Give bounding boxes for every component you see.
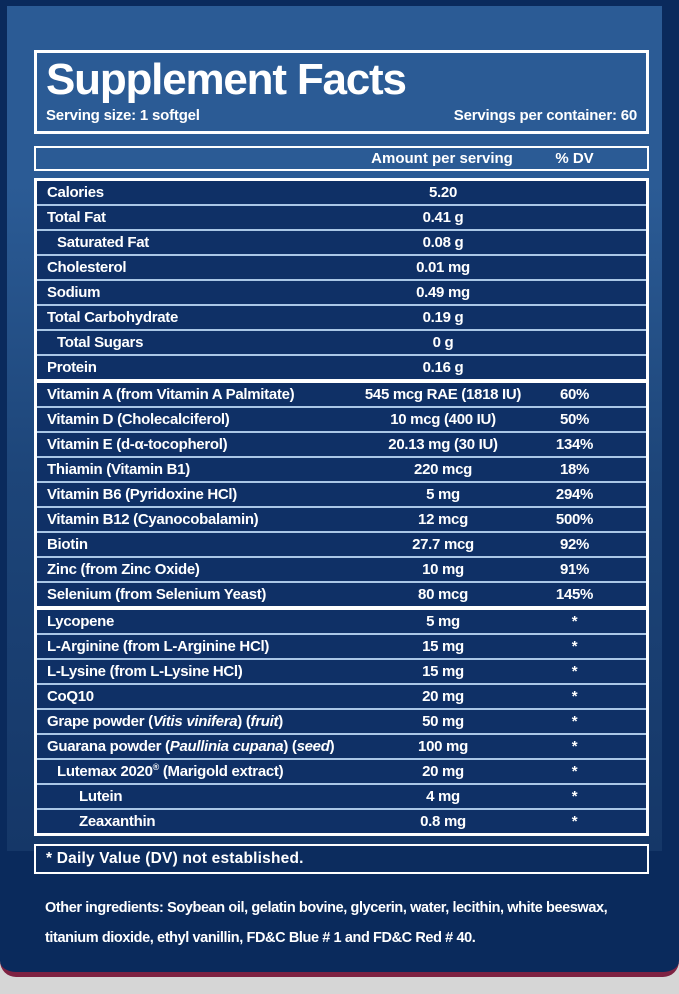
row-amount: 27.7 mcg xyxy=(412,536,474,553)
row-dv: * xyxy=(571,613,578,630)
row-dv: * xyxy=(571,813,578,830)
daily-value-footnote xyxy=(34,844,649,874)
table-row xyxy=(37,685,646,708)
row-name: L-Lysine (from L-Lysine HCl) xyxy=(47,663,243,680)
table-row xyxy=(37,408,646,431)
supplement-facts-header xyxy=(34,50,649,134)
other-ingredients-text: Other ingredients: Soybean oil, gelatin bovine, glycerin, water, lecithin, white beeswax, titanium dioxide, ethyl vanillin, FD&C Blue # 1 and FD&C Red # 40. xyxy=(45,900,608,946)
row-dv: * xyxy=(571,688,578,705)
row-amount: 0.49 mg xyxy=(416,284,470,301)
table-row xyxy=(37,458,646,481)
row-name: Vitamin B6 (Pyridoxine HCl) xyxy=(47,486,237,503)
row-dv: 92% xyxy=(559,536,590,553)
row-amount: 20 mg xyxy=(422,688,464,705)
row-amount: 0.8 mg xyxy=(420,813,466,830)
row-name: Grape powder (Vitis vinifera) (fruit) xyxy=(47,713,283,730)
table-row xyxy=(37,508,646,531)
row-name: Vitamin A (from Vitamin A Palmitate) xyxy=(47,386,295,403)
row-dv: * xyxy=(571,738,578,755)
row-name: CoQ10 xyxy=(47,688,94,705)
serving-size-text: Serving size: 1 softgel xyxy=(46,107,200,124)
table-row xyxy=(37,483,646,506)
row-dv: 145% xyxy=(555,586,594,603)
row-dv: 294% xyxy=(555,486,594,503)
serving-info-row xyxy=(46,106,637,126)
footnote-text: * Daily Value (DV) not established. xyxy=(46,850,304,867)
row-amount: 10 mg xyxy=(422,561,464,578)
row-amount: 0 g xyxy=(432,334,454,351)
table-row xyxy=(37,533,646,556)
table-row xyxy=(37,583,646,606)
row-dv: 500% xyxy=(555,511,594,528)
row-amount: 15 mg xyxy=(422,638,464,655)
table-row xyxy=(37,383,646,406)
row-name: Sodium xyxy=(47,284,101,301)
row-amount: 5.20 xyxy=(429,184,457,201)
row-amount: 0.08 g xyxy=(422,234,464,251)
table-row xyxy=(37,281,646,304)
row-amount: 220 mcg xyxy=(414,461,472,478)
row-amount: 5 mg xyxy=(426,486,460,503)
row-name: Vitamin D (Cholecalciferol) xyxy=(47,411,230,428)
row-dv: 50% xyxy=(559,411,590,428)
row-name: Biotin xyxy=(47,536,88,553)
row-name: L-Arginine (from L-Arginine HCl) xyxy=(47,638,270,655)
table-row xyxy=(37,710,646,733)
table-section xyxy=(37,610,646,833)
table-section xyxy=(37,383,646,606)
table-row xyxy=(37,558,646,581)
row-dv: 91% xyxy=(559,561,590,578)
row-name: Vitamin B12 (Cyanocobalamin) xyxy=(47,511,259,528)
column-header-amount: Amount per serving xyxy=(371,150,513,167)
table-row xyxy=(37,206,646,229)
table-row xyxy=(37,331,646,354)
table-row xyxy=(37,433,646,456)
servings-per-container-text: Servings per container: 60 xyxy=(453,107,637,124)
row-amount: 545 mcg RAE (1818 IU) xyxy=(364,386,522,403)
row-dv: * xyxy=(571,663,578,680)
table-row xyxy=(37,660,646,683)
row-amount: 4 mg xyxy=(426,788,460,805)
row-dv: 134% xyxy=(555,436,594,453)
table-row xyxy=(37,181,646,204)
table-row xyxy=(37,635,646,658)
row-name: Saturated Fat xyxy=(57,234,149,251)
table-row xyxy=(37,256,646,279)
row-amount: 100 mg xyxy=(418,738,468,755)
table-row xyxy=(37,735,646,758)
table-row xyxy=(37,610,646,633)
row-name: Lycopene xyxy=(47,613,115,630)
row-name: Selenium (from Selenium Yeast) xyxy=(47,586,267,603)
row-name: Total Carbohydrate xyxy=(47,309,179,326)
table-row xyxy=(37,306,646,329)
row-dv: * xyxy=(571,713,578,730)
row-name: Guarana powder (Paullinia cupana) (seed) xyxy=(47,738,335,755)
row-name: Thiamin (Vitamin B1) xyxy=(47,461,190,478)
row-name: Total Sugars xyxy=(57,334,144,351)
row-name: Lutemax 2020® (Marigold extract) xyxy=(57,762,284,780)
row-amount: 50 mg xyxy=(422,713,464,730)
row-amount: 0.16 g xyxy=(422,359,464,376)
row-name: Calories xyxy=(47,184,104,201)
table-row xyxy=(37,231,646,254)
row-name: Total Fat xyxy=(47,209,106,226)
row-amount: 15 mg xyxy=(422,663,464,680)
table-row xyxy=(37,760,646,783)
row-name: Zeaxanthin xyxy=(79,813,156,830)
row-dv: * xyxy=(571,788,578,805)
row-amount: 20 mg xyxy=(422,763,464,780)
row-dv: * xyxy=(571,763,578,780)
table-row xyxy=(37,356,646,379)
table-row xyxy=(37,785,646,808)
page-title: Supplement Facts xyxy=(46,55,406,104)
row-amount: 20.13 mg (30 IU) xyxy=(388,436,498,453)
row-dv: * xyxy=(571,638,578,655)
row-name: Zinc (from Zinc Oxide) xyxy=(47,561,200,578)
row-amount: 10 mcg (400 IU) xyxy=(390,411,496,428)
column-header-row xyxy=(34,146,649,171)
row-amount: 5 mg xyxy=(426,613,460,630)
row-dv: 18% xyxy=(559,461,590,478)
column-header-dv: % DV xyxy=(555,150,594,167)
row-dv: 60% xyxy=(559,386,590,403)
row-amount: 80 mcg xyxy=(418,586,468,603)
table-section xyxy=(37,181,646,379)
table-row xyxy=(37,810,646,833)
row-name: Cholesterol xyxy=(47,259,127,276)
facts-table xyxy=(34,178,649,836)
row-name: Protein xyxy=(47,359,97,376)
row-amount: 0.41 g xyxy=(422,209,464,226)
row-name: Vitamin E (d-α-tocopherol) xyxy=(47,436,228,453)
row-amount: 0.01 mg xyxy=(416,259,470,276)
row-amount: 12 mcg xyxy=(418,511,468,528)
row-name: Lutein xyxy=(79,788,123,805)
row-amount: 0.19 g xyxy=(422,309,464,326)
